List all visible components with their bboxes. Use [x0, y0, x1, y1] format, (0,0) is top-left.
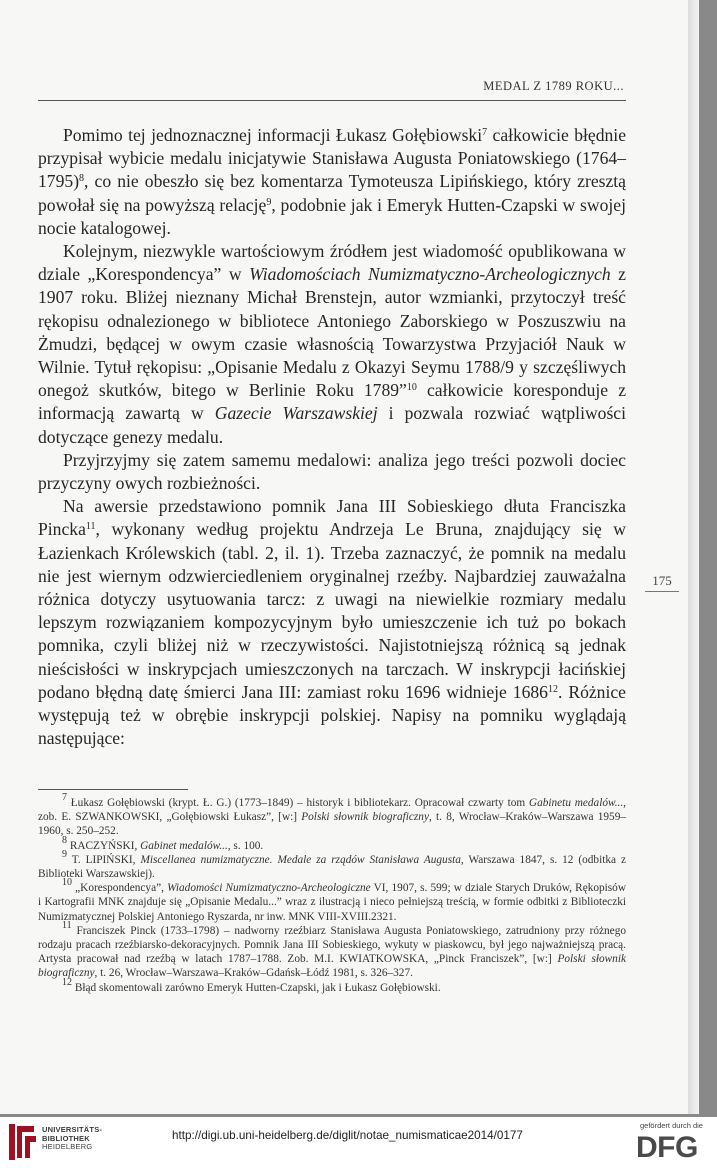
- footnote-text: Błąd skomentowali zarówno Emeryk Hutten-Czapski, jak i Łukasz Gołębiowski.: [72, 981, 441, 994]
- dfg-caption: gefördert durch die: [640, 1121, 703, 1130]
- university-line-1: UNIVERSITÄTS-: [42, 1125, 103, 1134]
- footnote: [38, 919, 626, 981]
- text-run: , wykonany według projektu Andrzeja Le Bruna, znajdujący się w Łazienkach Królewskich (tabl. 2, il. 1). Trzeba zaznaczyć, że pomnik na medalu nie jest wiernym odzwierciedleniem oryginalnej rzeźby. Najbardziej zauważalna różnica dotyczy usytuowania tarcz: z uwagi na niewielkie rozmiary medalu lepszym rozwiązaniem kompozycyjnym było umieszczenie ich tuż po bokach pomnika, czyli bliżej niż w rzeczywistości. Najistotniejszą różnicą są jednak nieścisłości w inskrypcjach umieszczonych na tarczach. W inskrypcji łacińskiej podano błędną datę śmierci Jana III: zamiast roku 1696 widnieje 1686: [38, 519, 626, 702]
- text-run: , co nie obeszło się bez komentarza Tymoteusza Lipińskiego, który zresztą powołał się na powyższą relację: [38, 171, 626, 215]
- footnote-text: „Korespondencya”,: [72, 882, 168, 895]
- footnote-ref[interactable]: 9: [62, 848, 67, 860]
- footnote-text: , s. 100.: [227, 839, 264, 852]
- permalink-url[interactable]: http://digi.ub.uni-heidelberg.de/diglit/notae_numismaticae2014/0177: [172, 1129, 523, 1142]
- text-run: z 1907 roku. Bliżej nieznany Michał Brenstejn, autor wzmianki, przytoczył treść rękopisu odnalezionego w bibliotece Antoniego Zaborskiego w Poszuszwiu na Żmudzi, będącej w owym czasie własnością Towarzystwa Przyjaciół Nauk w Wilnie. Tytuł rękopisu: „Opisanie Medalu z Okazyi Seymu 1788/9 y szczęśliwych onegoż skutków, bitego w Berlinie Roku 1789”: [38, 264, 626, 401]
- text-run: całkowicie koresponduje z informacją zawartą w: [38, 380, 626, 424]
- dfg-logo[interactable]: DFG: [636, 1131, 698, 1164]
- footnote: [38, 848, 626, 881]
- text-run: Pomimo tej jednoznacznej informacji Łukasz Gołębiowski: [63, 125, 483, 145]
- footnote-ref[interactable]: 9: [266, 196, 272, 208]
- text-run: i pozwala rozwiać wątpliwości dotyczące genezy medalu.: [38, 403, 626, 447]
- text-run: Kolejnym, niezwykle wartościowym źródłem jest wiadomość opublikowana w dziale „Korespondencya” w: [38, 241, 626, 285]
- footnote-ref[interactable]: 12: [547, 683, 558, 695]
- text-run-italic: Wiadomościach Numizmatyczno-Archeologicznych: [249, 264, 611, 285]
- footnote-text: Łukasz Gołębiowski (krypt. Ł. G.) (1773–1849) – historyk i bibliotekarz. Opracował czwarty tom: [67, 797, 529, 809]
- paragraph: [38, 240, 626, 449]
- footnote-text: , Warszawa 1847, s. 12 (odbitka z Biblioteki Warszawskiej).: [38, 853, 626, 881]
- footnote-text-italic: Polski słownik biograficzny: [38, 953, 626, 980]
- footnote-rule: [38, 789, 188, 790]
- footnote-ref[interactable]: 12: [62, 976, 72, 988]
- footnote-ref[interactable]: 11: [62, 919, 72, 931]
- footnote-ref[interactable]: 8: [62, 834, 67, 846]
- footnote-text-italic: Miscellanea numizmatyczne. Medale za rządów Stanisława Augusta: [140, 853, 461, 866]
- footnote-text-italic: Wiadomości Numizmatyczno-Archeologiczne: [167, 882, 371, 895]
- text-run-italic: Gazecie Warszawskiej: [214, 403, 378, 424]
- university-line-2: BIBLIOTHEK: [42, 1133, 90, 1143]
- footnote-ref[interactable]: 10: [62, 877, 72, 889]
- text-run: całkowicie błędnie przypisał wybicie medalu inicjatywie Stanisława Augusta Poniatowskiego (1764–1795): [38, 125, 626, 192]
- footnote-text-italic: Gabinet medalów...: [140, 839, 228, 852]
- footnote-ref[interactable]: 7: [482, 127, 488, 138]
- footnote-text-italic: Gabinetu medalów...: [528, 797, 624, 809]
- running-head: MEDAL Z 1789 ROKU...: [483, 79, 624, 93]
- text-run: Przyjrzyjmy się zatem samemu medalowi: analiza jego treści pozwoli dociec przyczyny owych rozbieżności.: [38, 449, 626, 494]
- paragraph: [38, 495, 626, 750]
- paragraph: [38, 449, 626, 495]
- university-library-name[interactable]: [42, 1126, 102, 1152]
- footnotes: [38, 792, 626, 995]
- footnote: [38, 834, 626, 853]
- footnote-text: VI, 1907, s. 599; w dziale Starych Druków, Rękopisów i Kartografii MNK znajduje się „Opisanie Medalu...” wraz z ilustracją i nieco pełniejszą treścią, w formie odbitki z Biblioteczki Numizmatycznej Polskiej Antoniego Ryszarda, nr inw. MNK VIII-XVIII.2321.: [38, 882, 626, 923]
- page-number: 175: [645, 573, 679, 592]
- footnote-text: T. LIPIŃSKI,: [67, 853, 141, 866]
- paragraph: [38, 124, 626, 240]
- footnote-text-italic: Polski słownik biograficzny: [301, 811, 429, 824]
- footnote-ref[interactable]: 8: [79, 173, 85, 185]
- text-run: . Różnice występują też w obrębie inskrypcji polskiej. Napisy na pomniku wyglądają następujące:: [38, 681, 626, 749]
- university-line-3: HEIDELBERG: [42, 1142, 93, 1152]
- footnote-text: , t. 8, Wrocław–Kraków–Warszawa 1959–1960, s. 250–252.: [38, 811, 626, 838]
- footnote: [38, 976, 626, 995]
- footnote-ref[interactable]: 7: [62, 792, 67, 803]
- footnote-text: RACZYŃSKI,: [67, 839, 141, 852]
- header-rule: [38, 100, 626, 101]
- footnote-ref[interactable]: 11: [85, 521, 96, 533]
- footnote: [38, 877, 626, 924]
- body-text: [38, 124, 626, 750]
- viewer-footer: [0, 1117, 717, 1168]
- university-library-logo-icon[interactable]: [8, 1122, 38, 1162]
- footnote-text: , t. 26, Wrocław–Warszawa–Kraków–Gdańsk–Łódź 1981, s. 326–327.: [94, 967, 413, 980]
- footnote-text: Franciszek Pinck (1733–1798) – nadworny rzeźbiarz Stanisława Augusta Poniatowskiego, zatrudniony przy różnego rodzaju pracach rzeźbiarsko-dekoracyjnych. Pomnik Jana III Sobieskiego, wykuty w piaskowcu, był jego najważniejszą pracą. Artysta pracował nad rzeźbą w latach 1787–1788. Zob. M.I. KWIATKOWSKA, „Pinck Franciszek”, [w:]: [38, 924, 626, 966]
- footnote-ref[interactable]: 10: [406, 382, 417, 394]
- page-edge-shadow: [688, 0, 699, 1114]
- text-run: Na awersie przedstawiono pomnik Jana III Sobieskiego dłuta Franciszka Pincka: [38, 496, 626, 540]
- footnote-text: , zob. E. SZWANKOWSKI, „Gołębiowski Łukasz”, [w:]: [38, 797, 626, 824]
- text-run: , podobnie jak i Emeryk Hutten-Czapski w swojej nocie katalogowej.: [38, 194, 626, 238]
- footnote: [38, 792, 626, 839]
